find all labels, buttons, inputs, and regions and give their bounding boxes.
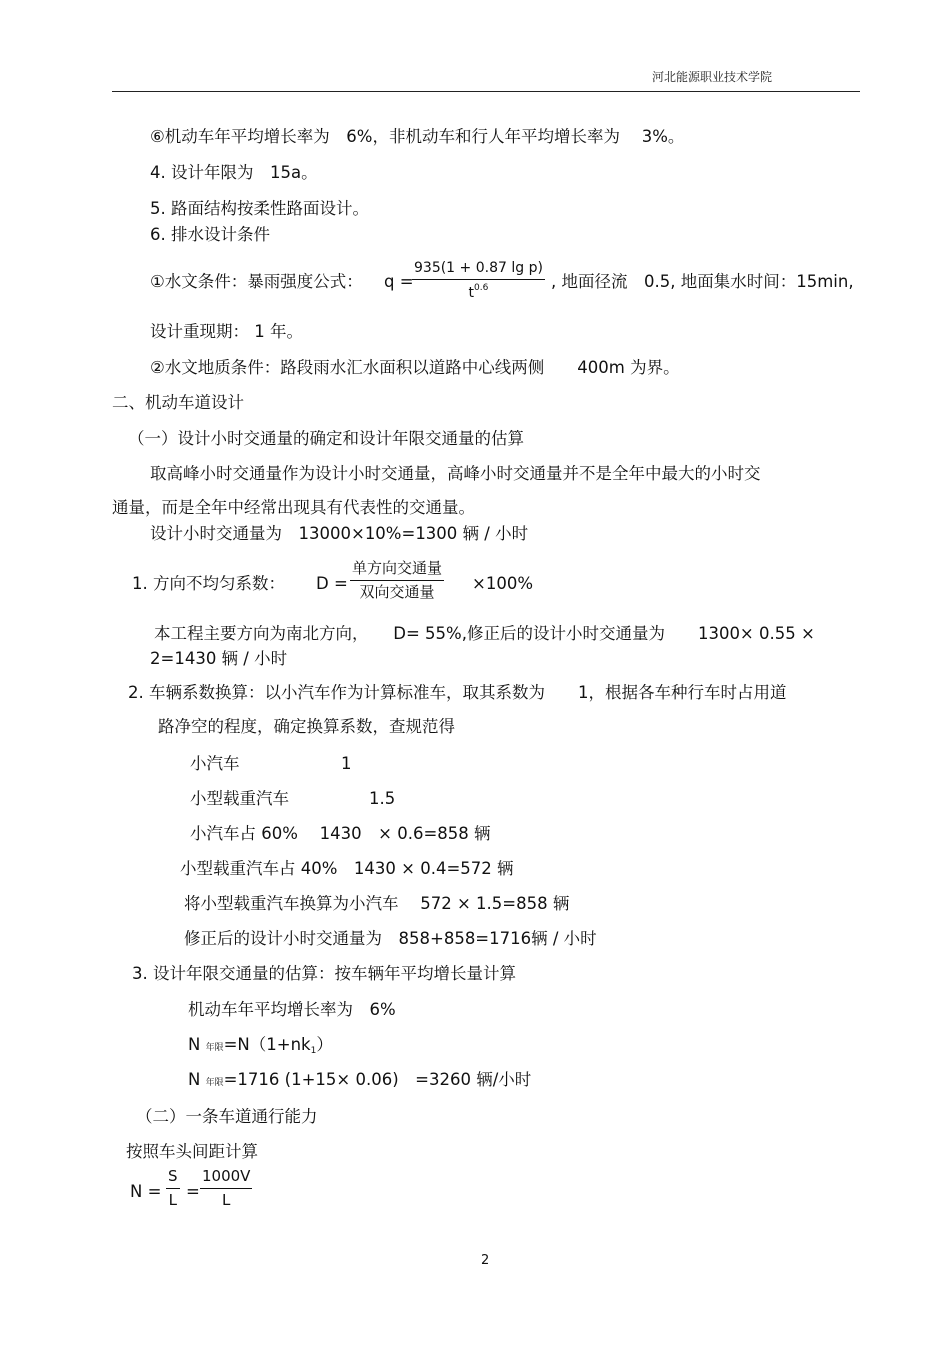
vehicle-name: 小汽车 [190, 754, 240, 773]
formula-cap-den2: L [222, 1191, 231, 1210]
text-line: ①水文条件：暴雨强度公式： [150, 272, 363, 291]
subsection-heading: （二）一条车道通行能力 [136, 1107, 318, 1126]
text-line: 通量，而是全年中经常出现具有代表性的交通量。 [112, 498, 475, 517]
formula-q-fraction [412, 260, 545, 301]
formula-q-lhs: q = [384, 272, 414, 291]
text-line: 小汽车占 60% 1430 × 0.6=858 辆 [190, 824, 491, 843]
formula-d-fraction [350, 560, 444, 602]
vehicle-factor: 1 [341, 754, 352, 773]
text-line: 设计重现期： 1 年。 [150, 322, 303, 341]
page-number: 2 [481, 1253, 490, 1268]
text-line: 5. 路面结构按柔性路面设计。 [150, 199, 369, 218]
text-line: 本工程主要方向为南北方向， D= 55%,修正后的设计小时交通量为 1300× 0.55 × [154, 624, 815, 643]
text-line: 2. 车辆系数换算：以小汽车作为计算标准车，取其系数为 1，根据各车种行车时占用道 [128, 683, 787, 702]
text-line: 路净空的程度，确定换算系数，查规范得 [158, 717, 455, 736]
header-institution: 河北能源职业技术学院 [652, 70, 773, 84]
text-line: 按照车头间距计算 [126, 1142, 258, 1161]
formula-n-symbol: N [188, 1070, 201, 1089]
text-line: ⑥机动车年平均增长率为 6%，非机动车和行人年平均增长率为 3%。 [150, 127, 685, 146]
formula-n-subscript: 年限 [205, 1043, 224, 1053]
text-line: 6. 排水设计条件 [150, 225, 270, 244]
formula-n-subscript: 年限 [205, 1078, 224, 1088]
formula-cap-eq: = [186, 1182, 200, 1201]
formula-n-symbol: N [188, 1035, 201, 1054]
formula-q-numerator: 935(1 + 0.87 lg p) [412, 260, 545, 280]
text-line: 1. 方向不均匀系数： [132, 574, 285, 593]
vehicle-factor: 1.5 [369, 789, 396, 808]
text-line: 4. 设计年限为 15a。 [150, 163, 318, 182]
text-line: ②水文地质条件：路段雨水汇水面积以道路中心线两侧 400m 为界。 [150, 358, 680, 377]
formula-cap-fraction-2 [200, 1168, 252, 1210]
formula-cap-num2: 1000V [200, 1168, 252, 1189]
section-heading: 二、机动车道设计 [112, 393, 244, 412]
text-line: 机动车年平均增长率为 6% [188, 1000, 396, 1019]
text-line: ×100% [472, 574, 533, 593]
text-line: 设计小时交通量为 13000×10%=1300 辆 / 小时 [150, 524, 529, 543]
formula-q-denominator [412, 280, 545, 301]
text-line: 取高峰小时交通量作为设计小时交通量，高峰小时交通量并不是全年中最大的小时交 [150, 464, 761, 483]
formula-d-numerator: 单方向交通量 [350, 560, 444, 581]
formula-cap-num1: S [166, 1168, 180, 1189]
formula-cap-den1: L [168, 1191, 177, 1210]
formula-k-subscript: 1 [310, 1046, 317, 1056]
formula-q-den-exp: 0.6 [474, 283, 489, 294]
formula-d-lhs: D = [316, 574, 348, 593]
formula-q-den-base: t [468, 285, 475, 302]
formula-n-body: =1716 (1+15× 0.06) =3260 辆/小时 [223, 1070, 532, 1089]
text-line: 3. 设计年限交通量的估算：按车辆年平均增长量计算 [132, 964, 516, 983]
formula-n-close: ） [316, 1035, 333, 1054]
formula-cap-fraction-1 [166, 1168, 180, 1210]
formula-n-result [188, 1070, 531, 1090]
vehicle-name: 小型载重汽车 [190, 789, 289, 808]
text-line: 小型载重汽车占 40% 1430 × 0.4=572 辆 [180, 859, 514, 878]
formula-cap-lhs: N = [130, 1182, 162, 1201]
subsection-heading: （一）设计小时交通量的确定和设计年限交通量的估算 [128, 429, 524, 448]
text-line: 修正后的设计小时交通量为 858+858=1716辆 / 小时 [184, 929, 597, 948]
text-line: 2=1430 辆 / 小时 [150, 649, 288, 668]
formula-n-limit [188, 1035, 333, 1057]
formula-d-denominator: 双向交通量 [359, 583, 435, 602]
header-rule [112, 91, 860, 92]
formula-n-body: =N（1+nk [223, 1035, 311, 1054]
text-line: , 地面径流 0.5, 地面集水时间：15min, [551, 272, 854, 291]
text-line: 将小型载重汽车换算为小汽车 572 × 1.5=858 辆 [184, 894, 570, 913]
